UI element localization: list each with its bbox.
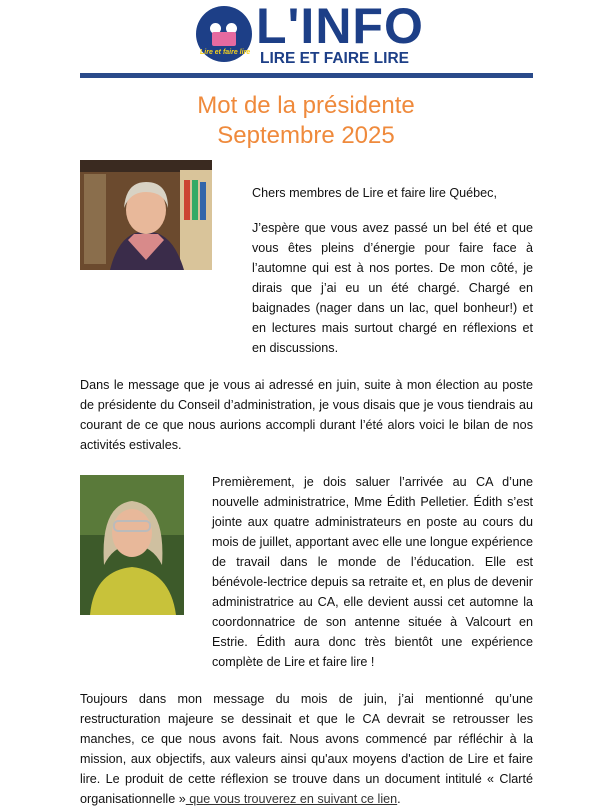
header-divider xyxy=(80,73,533,78)
president-photo xyxy=(80,160,212,270)
paragraph-new-administrator: Premièrement, je dois saluer l’arrivée au CA d’une nouvelle administratrice, Mme Édith Pelletier. Édith s’est jointe aux quatre administrateurs en poste au cours du mois de juillet, apportant avec elle une longue expérience de travail dans le monde de l’éducation. Elle est bénévole-lectrice depuis sa retraite et, en plus de devenir administratrice au CA, elle devient aussi cet automne la coordonnatrice de son antenne située à Valcourt en Estrie. Édith aura donc très bientôt une expérience complète de Lire et faire lire ! xyxy=(212,475,533,669)
logo-badge-text: Lire et faire lire xyxy=(200,49,251,56)
paragraph-june-message: Dans le message que je vous ai adressé en juin, suite à mon élection au poste de présidente du Conseil d’administration, je vous disais que je vous tiendrais au courant de ce que nous aurions accompli durant l’été alors voici le bilan de nos activités estivales. xyxy=(80,378,533,452)
paragraph-end: . xyxy=(397,792,401,806)
document-link[interactable]: que vous trouverez en suivant ce lien xyxy=(185,792,398,806)
letter-content xyxy=(80,160,533,809)
intro-section xyxy=(80,160,533,358)
logo-title: L'INFO xyxy=(256,0,424,54)
new-administrator-section xyxy=(80,472,533,672)
page-subtitle: Septembre 2025 xyxy=(217,122,395,149)
logo xyxy=(196,0,424,68)
logo-badge-icon xyxy=(196,6,252,62)
paragraph-intro: J’espère que vous avez passé un bel été et que vous êtes pleins d’énergie pour faire face à l’automne qui est à nos portes. De mon côté, je dirais que j’ai eu un été chargé. Chargé en baignades (nager dans un lac, quel bonheur!) et en lectures mais surtout chargé en réflexions et en discussions. xyxy=(252,221,533,355)
greeting: Chers membres de Lire et faire lire Québec, xyxy=(252,186,497,200)
logo-subtitle: LIRE ET FAIRE LIRE xyxy=(260,50,409,67)
paragraph-text: Toujours dans mon message du mois de juin, j’ai mentionné qu’une restructuration majeure se dessinait et que le CA devrait se retrousser les manches, ce que nous avons fait. Nous avons commencé par réfléchir à la mission, aux objectifs, aux valeurs ainsi qu'aux moyens d'action de Lire et faire lire. Le produit de cette réflexion se trouve dans un document intitulé « Clarté organisationnelle » xyxy=(80,692,533,806)
edith-pelletier-photo xyxy=(80,475,184,615)
page-title: Mot de la présidente xyxy=(197,92,415,119)
paragraph-restructuring xyxy=(80,689,533,809)
